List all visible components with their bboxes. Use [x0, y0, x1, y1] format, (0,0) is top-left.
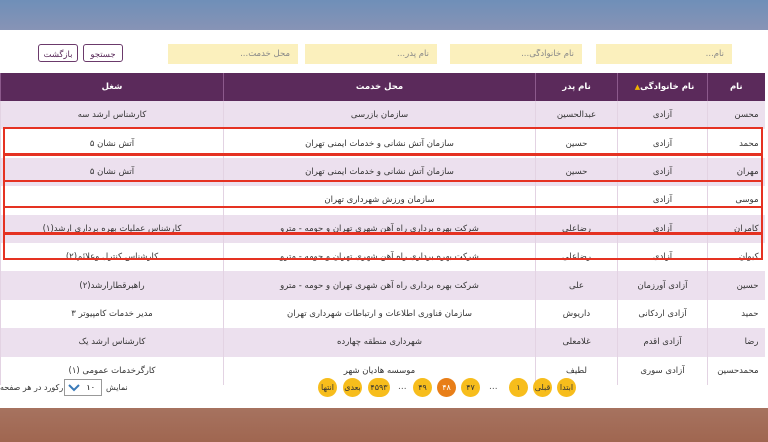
page-button-4593[interactable]: ۴۵۹۳: [368, 378, 390, 397]
workplace-filter-input[interactable]: [168, 44, 298, 64]
page-last-button[interactable]: انتها: [318, 378, 337, 397]
cell-father: عبدالحسین: [536, 101, 618, 129]
cell-name: رضا: [708, 328, 765, 356]
table-header-row: [1, 73, 765, 101]
page-button-49[interactable]: ۴۹: [413, 378, 432, 397]
cell-family: آزادی: [618, 158, 708, 186]
column-header-job[interactable]: شغل: [1, 73, 224, 101]
page-next-button[interactable]: بعدی: [343, 378, 362, 397]
per-page-value: ۱۰: [86, 383, 95, 392]
search-button[interactable]: جستجو: [83, 44, 123, 62]
cell-name: محمد: [708, 129, 765, 157]
cell-job: کارشناس ارشد یک: [1, 328, 224, 356]
cell-job: کارشناس عملیات بهره برداری ارشد(۱): [1, 215, 224, 243]
name-filter-input[interactable]: [596, 44, 732, 64]
family-filter-input[interactable]: [450, 44, 582, 64]
back-button[interactable]: بازگشت: [38, 44, 78, 62]
page-button-1[interactable]: ۱: [509, 378, 528, 397]
page-prev-button[interactable]: قبلی: [533, 378, 552, 397]
table-row[interactable]: [1, 271, 765, 299]
cell-father: رضاعلی: [536, 215, 618, 243]
table-row[interactable]: [1, 101, 765, 129]
table-row[interactable]: [1, 328, 765, 356]
cell-name: حسین: [708, 271, 765, 299]
table-row[interactable]: [1, 243, 765, 271]
table-row[interactable]: [1, 158, 765, 186]
cell-job: آتش نشان ۵: [1, 129, 224, 157]
chevron-down-icon: [67, 382, 81, 393]
cell-family: آزادی اردکانی: [618, 300, 708, 328]
per-page-select[interactable]: [64, 379, 102, 396]
cell-father: حسین: [536, 158, 618, 186]
cell-father: لطیف: [536, 357, 618, 385]
cell-family: آزادی: [618, 215, 708, 243]
cell-workplace: سازمان بازرسی: [224, 101, 536, 129]
cell-job: کارگرخدمات عمومی (۱): [1, 357, 224, 385]
cell-workplace: سازمان آتش نشانی و خدمات ایمنی تهران: [224, 129, 536, 157]
cell-job: کارشناس کنترل وعلائم(۲): [1, 243, 224, 271]
cell-name: موسی: [708, 186, 765, 214]
cell-name: کامران: [708, 215, 765, 243]
cell-job: کارشناس ارشد سه: [1, 101, 224, 129]
show-label: نمایش: [106, 383, 128, 392]
per-page-suffix: رکورد در هر صفحه: [0, 383, 64, 392]
father-filter-input[interactable]: [305, 44, 437, 64]
page-first-button[interactable]: ابتدا: [557, 378, 576, 397]
cell-workplace: سازمان فناوری اطلاعات و ارتباطات شهرداری تهران: [224, 300, 536, 328]
cell-family: آزادی: [618, 101, 708, 129]
cell-family: آزادی آورزمان: [618, 271, 708, 299]
results-table: [0, 73, 765, 385]
sort-asc-icon: ▲: [634, 83, 641, 91]
cell-family: آزادی: [618, 186, 708, 214]
cell-workplace: موسسه هادیان شهر: [224, 357, 536, 385]
cell-name: حمید: [708, 300, 765, 328]
cell-family: آزادی: [618, 243, 708, 271]
column-header-name[interactable]: نام: [708, 73, 765, 101]
cell-job: راهبرقطارارشد(۲): [1, 271, 224, 299]
table-row[interactable]: [1, 129, 765, 157]
cell-father: علی: [536, 271, 618, 299]
cell-workplace: سازمان آتش نشانی و خدمات ایمنی تهران: [224, 158, 536, 186]
cell-workplace: شرکت بهره برداری راه آهن شهری تهران و حومه - مترو: [224, 243, 536, 271]
page-button-47[interactable]: ۴۷: [461, 378, 480, 397]
cell-workplace: شرکت بهره برداری راه آهن شهری تهران و حومه - مترو: [224, 271, 536, 299]
cell-job: آتش نشان ۵: [1, 158, 224, 186]
column-header-father[interactable]: نام پدر: [536, 73, 618, 101]
page-button-48-active[interactable]: ۴۸: [437, 378, 456, 397]
cell-father: حسین: [536, 129, 618, 157]
table-row[interactable]: [1, 186, 765, 214]
cell-father: داریوش: [536, 300, 618, 328]
cell-name: کیوان: [708, 243, 765, 271]
pagination-bar: [0, 378, 768, 398]
cell-workplace: شهرداری منطقه چهارده: [224, 328, 536, 356]
cell-name: محمدحسین: [708, 357, 765, 385]
cell-name: محسن: [708, 101, 765, 129]
cell-workplace: شرکت بهره برداری راه آهن شهری تهران و حومه - مترو: [224, 215, 536, 243]
cell-family: آزادی سوری: [618, 357, 708, 385]
pagination-ellipsis: ...: [489, 382, 498, 392]
cell-job: مدیر خدمات کامپیوتر ۳: [1, 300, 224, 328]
cell-father: [536, 186, 618, 214]
cell-family: آزادی اقدم: [618, 328, 708, 356]
pagination-ellipsis: ...: [398, 382, 407, 392]
table-row[interactable]: [1, 300, 765, 328]
table-row[interactable]: [1, 215, 765, 243]
filter-bar: [0, 44, 768, 66]
cell-workplace: سازمان ورزش شهرداری تهران: [224, 186, 536, 214]
column-header-workplace[interactable]: محل خدمت: [224, 73, 536, 101]
cell-name: مهران: [708, 158, 765, 186]
cell-job: [1, 186, 224, 214]
cell-family: آزادی: [618, 129, 708, 157]
cell-father: غلامعلی: [536, 328, 618, 356]
cell-father: رضاعلی: [536, 243, 618, 271]
column-header-family[interactable]: نام خانوادگی▲: [618, 73, 708, 101]
